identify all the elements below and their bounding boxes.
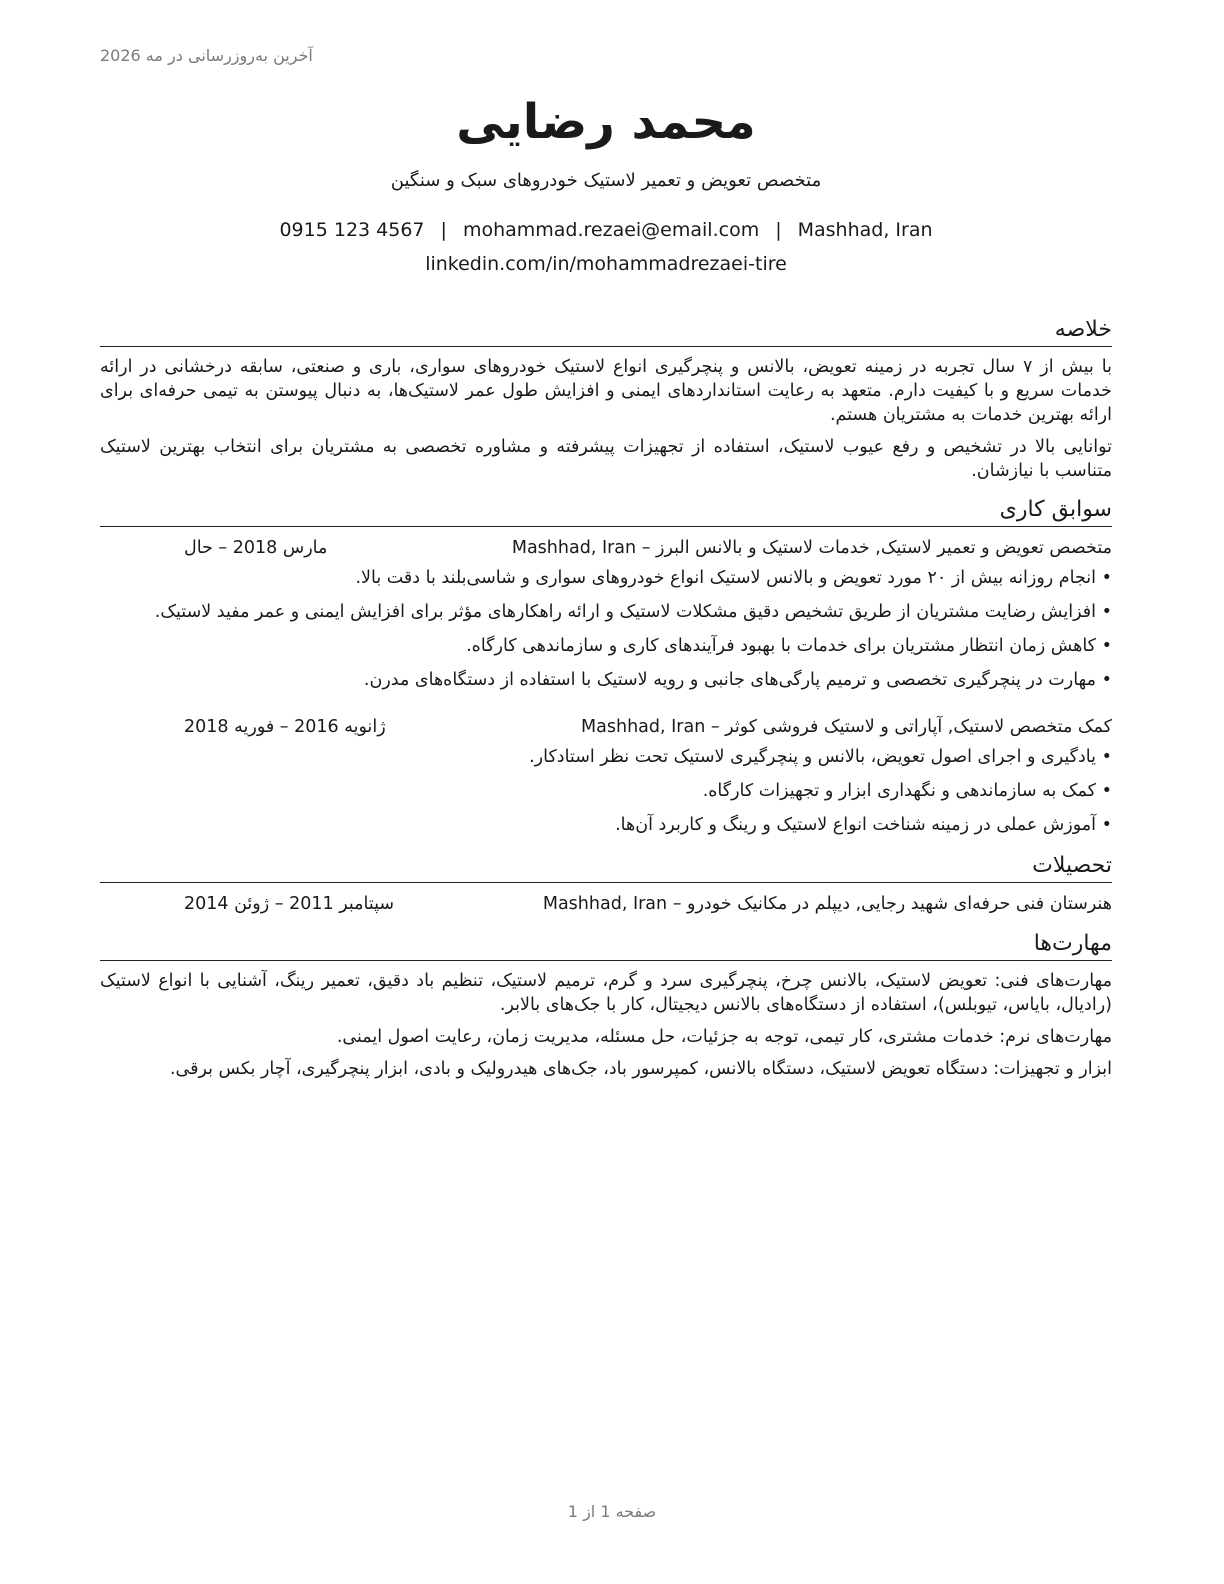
job-title: متخصص تعویض و تعمیر لاستیک, خدمات لاستیک و بالانس البرز – Mashhad, Iran <box>511 538 1112 558</box>
list-item: • افزایش رضایت مشتریان از طریق تشخیص دقیق مشکلات لاستیک و ارائه راهکارهای مؤثر برای افزایش ایمنی و عمر مفید لاستیک. <box>100 600 1112 624</box>
experience-section <box>100 495 1112 837</box>
linkedin-link[interactable]: linkedin.com/in/mohammadrezaei-tire <box>425 253 787 275</box>
job-bullets <box>100 745 1112 837</box>
contact-block <box>100 213 1112 281</box>
list-item: • آموزش عملی در زمینه شناخت انواع لاستیک و رینگ و کاربرد آن‌ها. <box>100 813 1112 837</box>
education-entry <box>100 891 1112 917</box>
job-entry <box>100 714 1112 837</box>
list-item: • مهارت در پنچرگیری تخصصی و ترمیم پارگی‌های جانبی و رویه لاستیک با استفاده از دستگاه‌های مدرن. <box>100 668 1112 692</box>
skills-line: ابزار و تجهیزات: دستگاه تعویض لاستیک، دستگاه بالانس، کمپرسور باد، جک‌های هیدرولیک و بادی، ابزار پنچرگیری، آچار بکس برقی. <box>169 1059 1112 1079</box>
candidate-name: محمد رضایی <box>456 94 756 150</box>
last-updated-note: آخرین به‌روزرسانی در مه 2026 <box>100 46 313 65</box>
section-title: تحصیلات <box>100 851 1112 883</box>
skills-line: مهارت‌های نرم: خدمات مشتری، کار تیمی، توجه به جزئیات، حل مسئله، مدیریت زمان، رعایت اصول ایمنی. <box>336 1027 1112 1047</box>
candidate-headline: متخصص تعویض و تعمیر لاستیک خودروهای سبک و سنگین <box>390 170 822 191</box>
section-title: خلاصه <box>100 315 1112 347</box>
job-entry <box>100 535 1112 692</box>
page-number: صفحه 1 از 1 <box>567 1502 657 1521</box>
phone-number: 0915 123 4567 <box>279 219 425 241</box>
summary-section <box>100 315 1112 483</box>
education-title: هنرستان فنی حرفه‌ای شهید رجایی, دیپلم در مکانیک خودرو – Mashhad, Iran <box>542 894 1112 914</box>
resume-page <box>100 90 1112 1089</box>
list-item: • کمک به سازماندهی و نگهداری ابزار و تجهیزات کارگاه. <box>100 779 1112 803</box>
location: Mashhad, Iran <box>797 219 933 241</box>
list-item: • کاهش زمان انتظار مشتریان برای خدمات با بهبود فرآیندهای کاری و سازماندهی کارگاه. <box>100 634 1112 658</box>
section-title: مهارت‌ها <box>100 929 1112 961</box>
summary-paragraph: با بیش از ۷ سال تجربه در زمینه تعویض، بالانس و پنچرگیری انواع لاستیک خودروهای سواری، باری و صنعتی، سابقه درخشانی در ارائه خدمات سریع و با کیفیت دارم. متعهد به رعایت استانداردهای ایمنی و افزایش طول عمر لاستیک‌ها، به دنبال پیوستن به تیمی حرفه‌ای برای ارائه بهترین خدمات به مشتریان هستم. <box>100 357 1112 425</box>
education-section <box>100 851 1112 917</box>
education-dates: سپتامبر 2011 – ژوئن 2014 <box>184 894 395 914</box>
contact-line <box>100 213 1112 247</box>
job-header <box>100 535 1112 561</box>
list-item: • یادگیری و اجرای اصول تعویض، بالانس و پنچرگیری لاستیک تحت نظر استادکار. <box>100 745 1112 769</box>
job-title: کمک متخصص لاستیک, آپاراتی و لاستیک فروشی کوثر – Mashhad, Iran <box>581 717 1112 737</box>
job-dates: مارس 2018 – حال <box>184 538 328 558</box>
list-item: • انجام روزانه بیش از ۲۰ مورد تعویض و بالانس لاستیک انواع خودروهای سواری و شاسی‌بلند با دقت بالا. <box>100 566 1112 590</box>
email-link[interactable]: mohammad.rezaei@email.com <box>462 219 760 241</box>
contact-separator: | <box>440 219 447 241</box>
contact-separator: | <box>775 219 782 241</box>
skills-section <box>100 929 1112 1081</box>
skills-line: مهارت‌های فنی: تعویض لاستیک، بالانس چرخ، پنچرگیری سرد و گرم، ترمیم لاستیک، تنظیم باد دقیق، تعمیر رینگ، آشنایی با انواع لاستیک (رادیال، بایاس، تیوبلس)، استفاده از دستگاه‌های بالانس دیجیتال، کار با جک‌های بالابر. <box>100 971 1112 1015</box>
section-title: سوابق کاری <box>100 495 1112 527</box>
job-bullets <box>100 566 1112 692</box>
job-header <box>100 714 1112 740</box>
job-dates: ژانویه 2016 – فوریه 2018 <box>184 717 386 737</box>
summary-paragraph: توانایی بالا در تشخیص و رفع عیوب لاستیک، استفاده از تجهیزات پیشرفته و مشاوره تخصصی به مشتریان برای انتخاب بهترین لاستیک متناسب با نیازشان. <box>100 437 1112 481</box>
